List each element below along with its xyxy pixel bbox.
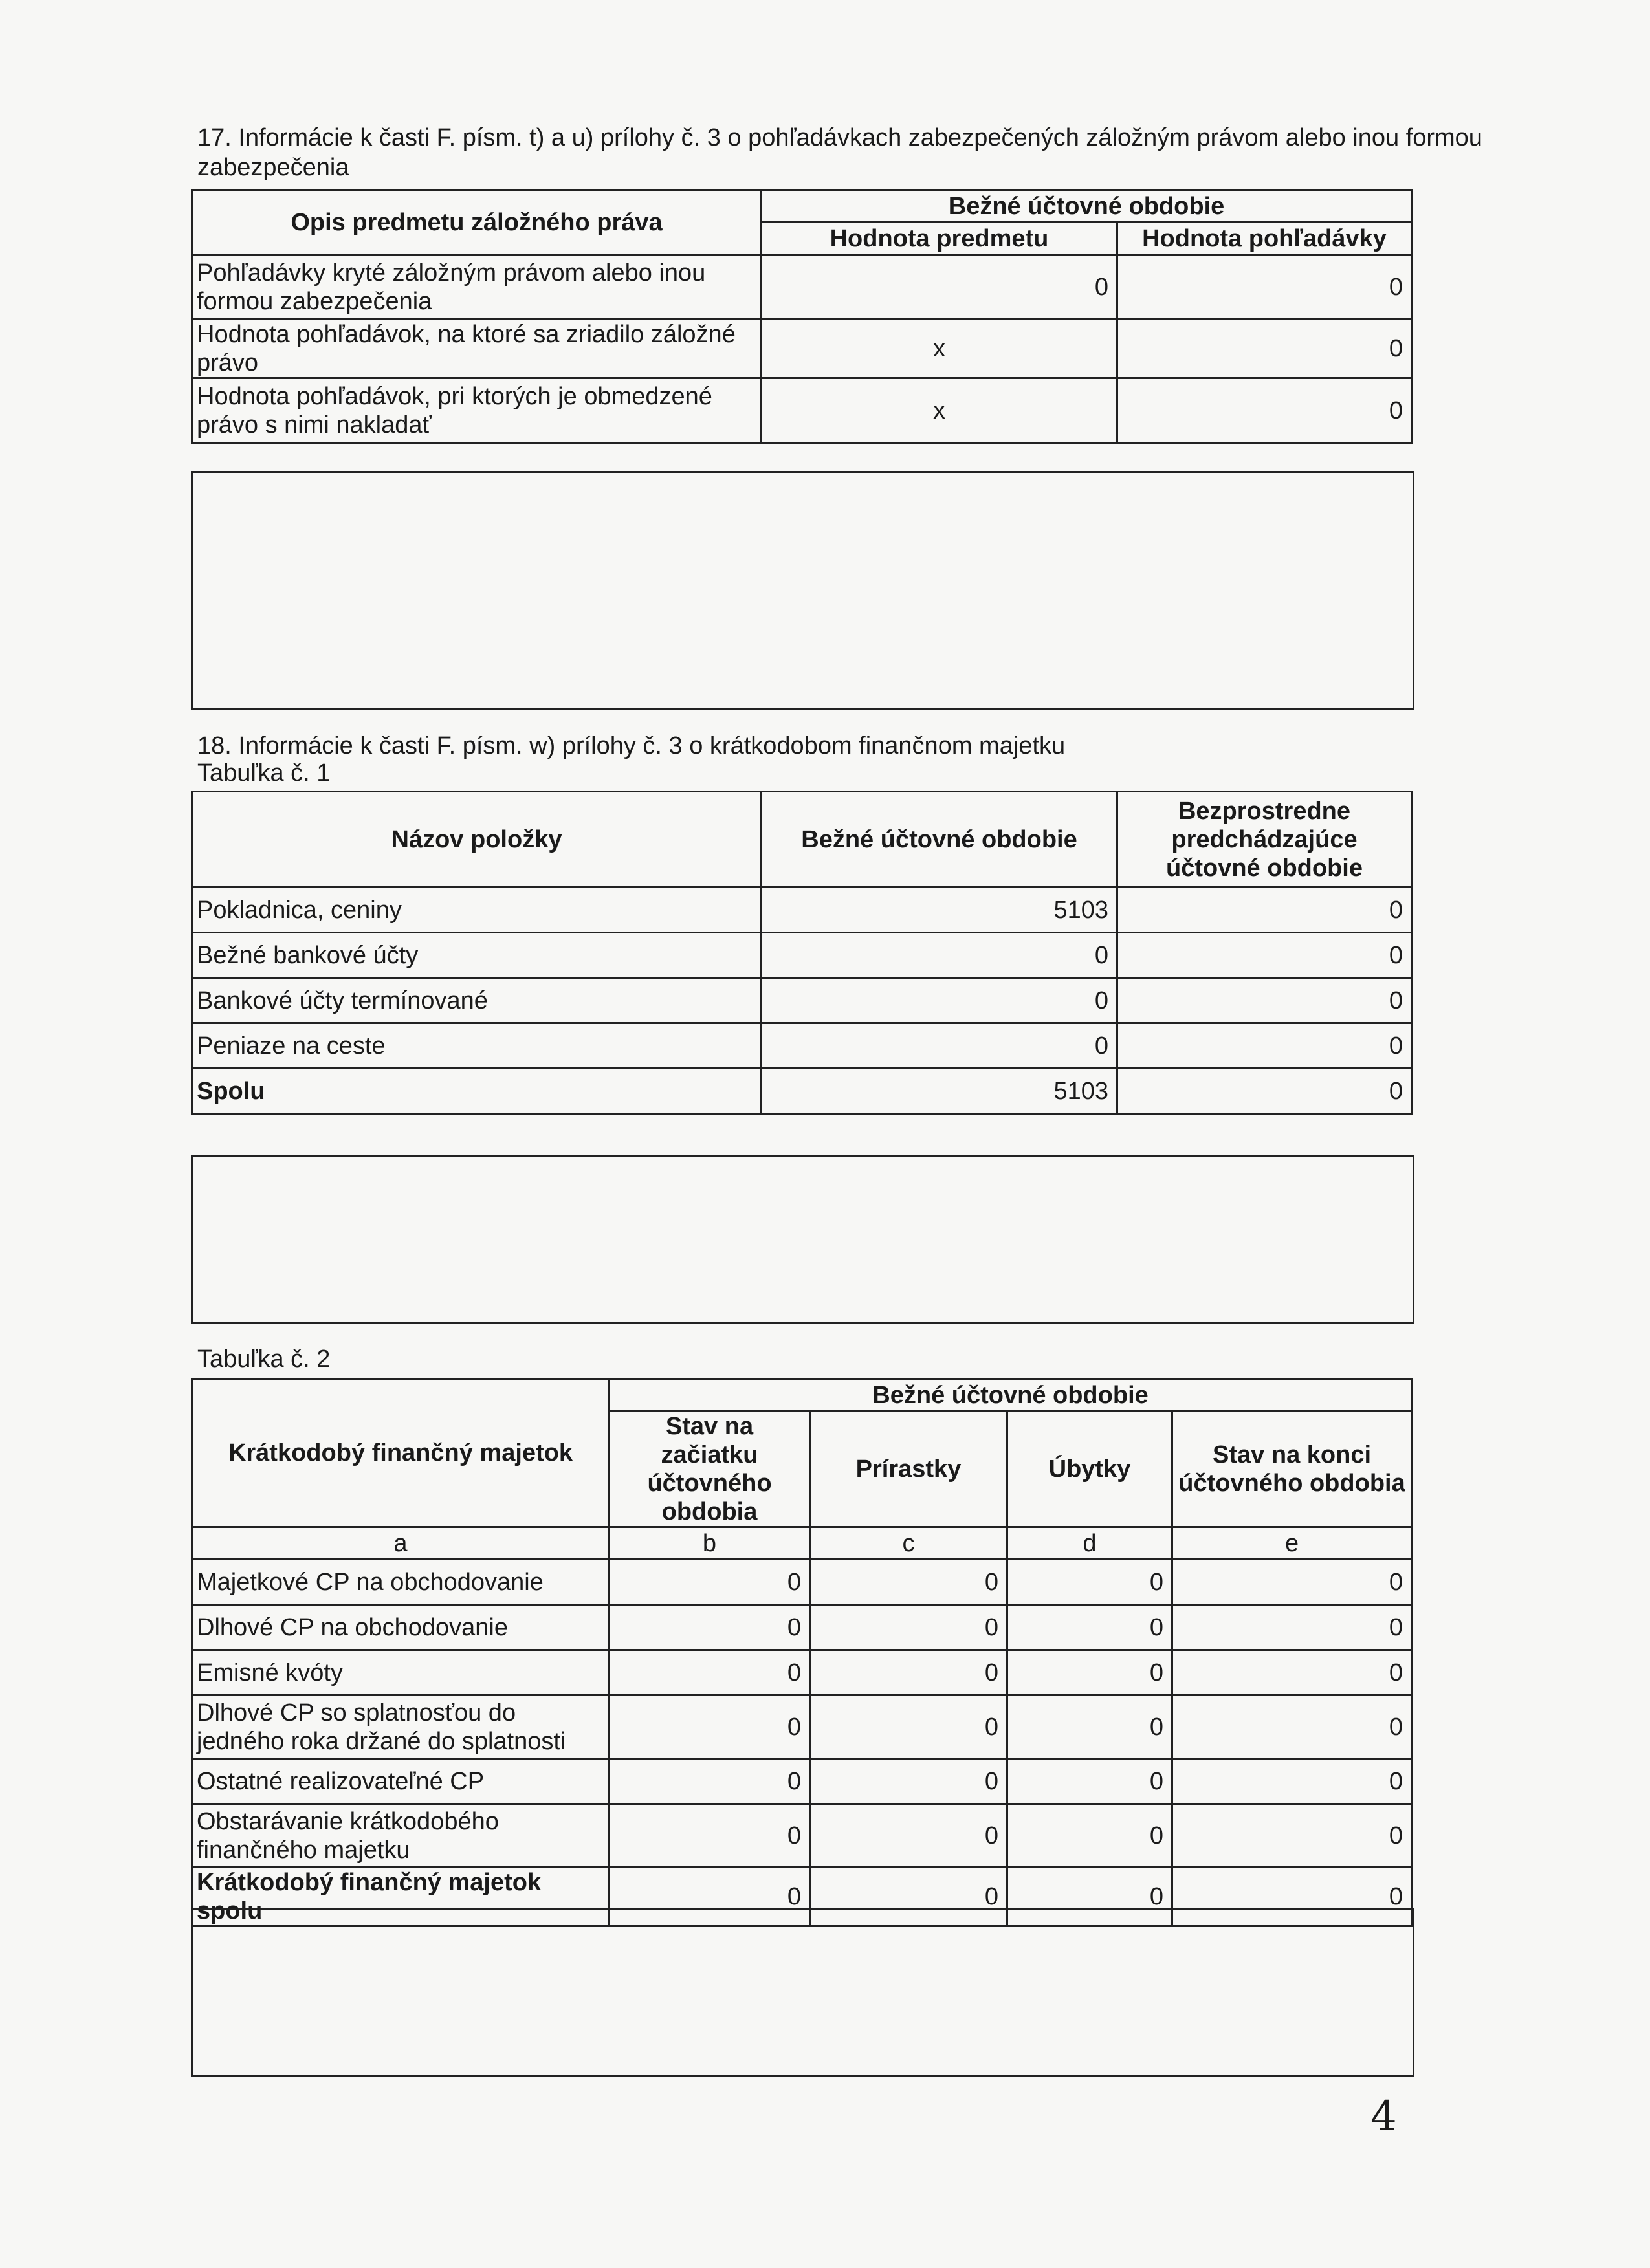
table2-cell-c: 0: [810, 1560, 1007, 1605]
table2-cell-b: 0: [610, 1804, 810, 1868]
table-row: [192, 320, 1412, 378]
table1-row-previous: 0: [1117, 888, 1412, 933]
table1-total-previous: 0: [1117, 1069, 1412, 1114]
table-row: [192, 1605, 1412, 1650]
notes-box-17: [191, 471, 1414, 710]
table1-col-name-header: Názov položky: [192, 792, 762, 888]
table2-col-e-header: Stav na konci účtovného obdobia: [1172, 1412, 1412, 1527]
table2-row-label: Dlhové CP na obchodovanie: [192, 1605, 610, 1650]
table-row: [192, 1650, 1412, 1696]
table2-total-c: 0: [810, 1868, 1007, 1926]
table-row: [192, 1560, 1412, 1605]
table2-cell-e: 0: [1172, 1560, 1412, 1605]
table2-cell-d: 0: [1007, 1804, 1172, 1868]
table-row: [192, 1759, 1412, 1804]
table-row: [192, 1069, 1412, 1114]
notes-box-18b: [191, 1908, 1414, 2077]
table2-cell-d: 0: [1007, 1696, 1172, 1759]
table2-group-header: Bežné účtovné obdobie: [610, 1379, 1412, 1412]
pledge-row-value: 0: [762, 255, 1117, 320]
table-row: [192, 888, 1412, 933]
table2-row-label: Obstarávanie krátkodobého finančného majetku: [192, 1804, 610, 1868]
section18-caption: 18. Informácie k časti F. písm. w) prílohy č. 3 o krátkodobom finančnom majetku: [197, 732, 1066, 759]
pledge-table: [191, 189, 1413, 444]
table2-cell-c: 0: [810, 1696, 1007, 1759]
table2-cell-b: 0: [610, 1696, 810, 1759]
table2-total-label: Krátkodobý finančný majetok spolu: [192, 1868, 610, 1926]
table-row: [192, 1696, 1412, 1759]
table1-col-previous-header: Bezprostredne predchádzajúce účtovné obdobie: [1117, 792, 1412, 888]
column-letter: c: [810, 1527, 1007, 1560]
table2-cell-c: 0: [810, 1605, 1007, 1650]
table2-letter-row: [192, 1527, 1412, 1560]
table2-total-e: 0: [1172, 1868, 1412, 1926]
table2-row-label: Dlhové CP so splatnosťou do jedného roka držané do splatnosti: [192, 1696, 610, 1759]
table-row: [192, 255, 1412, 320]
table1-row-previous: 0: [1117, 978, 1412, 1023]
table1-row-label: Bežné bankové účty: [192, 933, 762, 978]
section17-caption-line1: 17. Informácie k časti F. písm. t) a u) prílohy č. 3 o pohľadávkach zabezpečených záložným právom alebo inou formou: [197, 124, 1482, 151]
table2-cell-b: 0: [610, 1605, 810, 1650]
table2-row-label: Ostatné realizovateľné CP: [192, 1759, 610, 1804]
table2-cell-c: 0: [810, 1804, 1007, 1868]
table2-col-a-header: Krátkodobý finančný majetok: [192, 1379, 610, 1527]
table2-cell-e: 0: [1172, 1605, 1412, 1650]
table2-cell-d: 0: [1007, 1650, 1172, 1696]
column-letter: e: [1172, 1527, 1412, 1560]
pledge-row-value: x: [762, 378, 1117, 443]
section17-caption-line2: zabezpečenia: [197, 154, 349, 181]
table1-row-label: Bankové účty termínované: [192, 978, 762, 1023]
table-row: [192, 1023, 1412, 1069]
table1-row-current: 0: [762, 978, 1117, 1023]
column-letter: a: [192, 1527, 610, 1560]
table2-cell-c: 0: [810, 1650, 1007, 1696]
short-term-assets-table-1: [191, 791, 1413, 1115]
table-row: [192, 1804, 1412, 1868]
table2-cell-b: 0: [610, 1650, 810, 1696]
table2-cell-c: 0: [810, 1759, 1007, 1804]
short-term-assets-table-2: [191, 1378, 1413, 1927]
table1-row-previous: 0: [1117, 933, 1412, 978]
table2-cell-e: 0: [1172, 1804, 1412, 1868]
pledge-row-claim: 0: [1117, 320, 1412, 378]
pledge-row-claim: 0: [1117, 378, 1412, 443]
table1-total-label: Spolu: [192, 1069, 762, 1114]
table2-row-label: Emisné kvóty: [192, 1650, 610, 1696]
table1-title: Tabuľka č. 1: [197, 759, 331, 787]
page-number: 4: [1370, 2093, 1397, 2141]
table2-cell-e: 0: [1172, 1650, 1412, 1696]
table2-cell-d: 0: [1007, 1605, 1172, 1650]
table-row: [192, 978, 1412, 1023]
table2-cell-d: 0: [1007, 1560, 1172, 1605]
table2-cell-e: 0: [1172, 1759, 1412, 1804]
pledge-row-label: Pohľadávky kryté záložným právom alebo inou formou zabezpečenia: [192, 255, 762, 320]
pledge-col-value-header: Hodnota predmetu: [762, 223, 1117, 255]
table2-cell-e: 0: [1172, 1696, 1412, 1759]
pledge-col-description-header: Opis predmetu záložného práva: [192, 190, 762, 255]
table-row: [192, 378, 1412, 443]
table2-row-label: Majetkové CP na obchodovanie: [192, 1560, 610, 1605]
table1-row-current: 0: [762, 933, 1117, 978]
pledge-row-value: x: [762, 320, 1117, 378]
table2-total-b: 0: [610, 1868, 810, 1926]
table2-cell-b: 0: [610, 1759, 810, 1804]
pledge-col-claim-header: Hodnota pohľadávky: [1117, 223, 1412, 255]
pledge-row-label: Hodnota pohľadávok, na ktoré sa zriadilo záložné právo: [192, 320, 762, 378]
table1-row-label: Peniaze na ceste: [192, 1023, 762, 1069]
table1-row-previous: 0: [1117, 1023, 1412, 1069]
table2-col-d-header: Úbytky: [1007, 1412, 1172, 1527]
table1-row-label: Pokladnica, ceniny: [192, 888, 762, 933]
table2-title: Tabuľka č. 2: [197, 1346, 331, 1373]
column-letter: b: [610, 1527, 810, 1560]
table1-row-current: 0: [762, 1023, 1117, 1069]
column-letter: d: [1007, 1527, 1172, 1560]
table-row: [192, 933, 1412, 978]
table1-total-current: 5103: [762, 1069, 1117, 1114]
table2-cell-d: 0: [1007, 1759, 1172, 1804]
table2-total-d: 0: [1007, 1868, 1172, 1926]
table2-cell-b: 0: [610, 1560, 810, 1605]
table2-col-c-header: Prírastky: [810, 1412, 1007, 1527]
table2-col-b-header: Stav na začiatku účtovného obdobia: [610, 1412, 810, 1527]
table1-row-current: 5103: [762, 888, 1117, 933]
pledge-row-claim: 0: [1117, 255, 1412, 320]
table1-col-current-header: Bežné účtovné obdobie: [762, 792, 1117, 888]
pledge-group-header: Bežné účtovné obdobie: [762, 190, 1412, 223]
pledge-row-label: Hodnota pohľadávok, pri ktorých je obmedzené právo s nimi nakladať: [192, 378, 762, 443]
notes-box-18a: [191, 1155, 1414, 1324]
